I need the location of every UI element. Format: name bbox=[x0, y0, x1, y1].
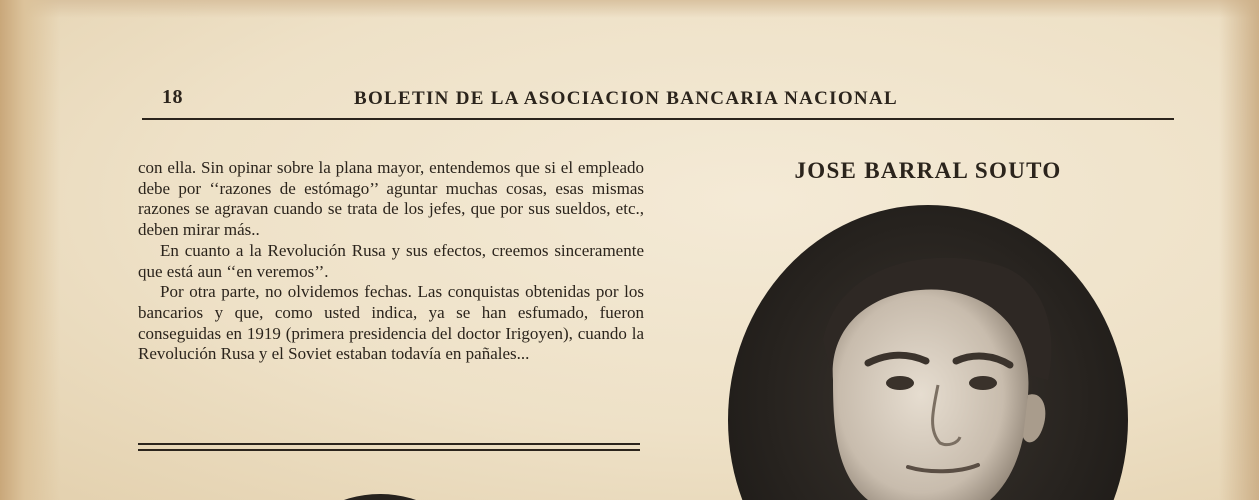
portrait-photo bbox=[728, 205, 1128, 500]
page-number: 18 bbox=[162, 86, 183, 108]
paragraph: Por otra parte, no olvidemos fechas. Las conquistas obtenidas por los bancarios y que, como usted indica, ya se han esfumado, fueron conseguidas en 1919 (primera presidencia del doctor Irigoyen), cuando la Revolución Rusa y el Soviet estaban todavía en pañales... bbox=[138, 282, 644, 364]
portrait-face bbox=[833, 289, 1029, 500]
binding-gutter-shadow bbox=[0, 0, 60, 500]
section-divider-top bbox=[138, 443, 640, 445]
section-divider-bottom bbox=[138, 449, 640, 451]
page-edge-shadow-top bbox=[0, 0, 1259, 18]
paragraph: con ella. Sin opinar sobre la plana mayor, entendemos que si el empleado debe por ‘‘razones de estómago’’ aguntar muchas cosas, esas mismas razones se agravan cuando se trata de los jefes, que por sus sueldos, etc., deben mirar más.. bbox=[138, 158, 644, 240]
text-column bbox=[138, 158, 644, 365]
portrait-caption: JOSE BARRAL SOUTO bbox=[794, 158, 1062, 183]
running-title: BOLETIN DE LA ASOCIACION BANCARIA NACIONAL bbox=[354, 88, 898, 109]
second-portrait-frame-top bbox=[300, 490, 460, 500]
page-edge-shadow-right bbox=[1219, 0, 1259, 500]
paragraph: En cuanto a la Revolución Rusa y sus efectos, creemos sinceramente que está aun ‘‘en veremos’’. bbox=[138, 240, 644, 281]
header-rule bbox=[142, 118, 1174, 120]
